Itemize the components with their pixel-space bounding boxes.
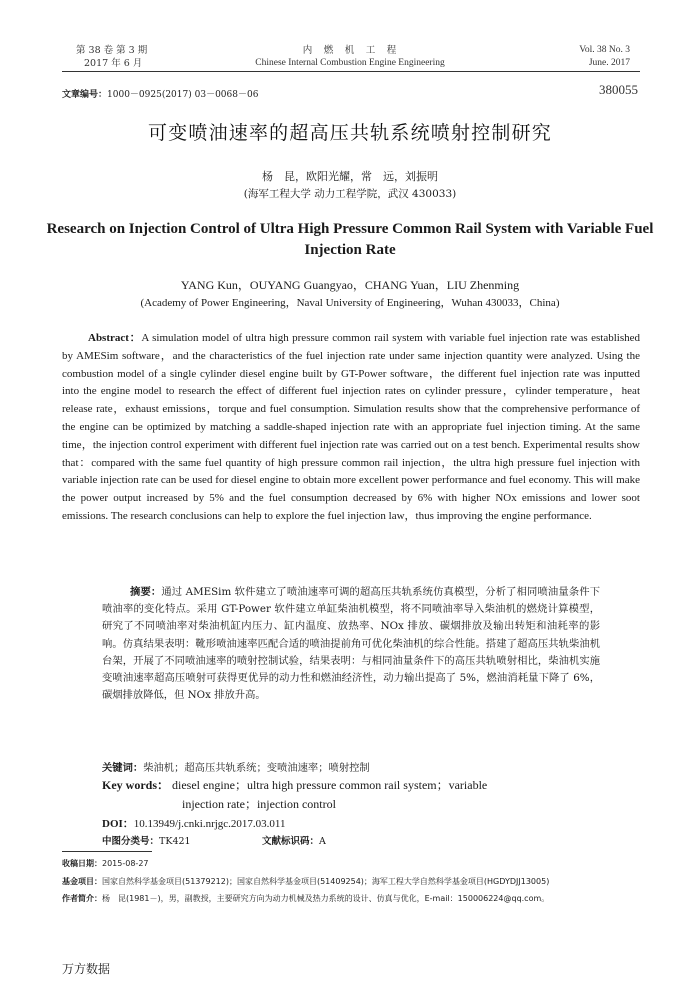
title-en: Research on Injection Control of Ultra High Pressure Common Rail System with Variable Fuel Injection Rate — [46, 221, 654, 258]
header-journal: 内 燃 机 工 程 Chinese Internal Combustion Engine Engineering — [255, 45, 445, 68]
header-volume-cn: 第 38 卷 第 3 期 2017 年 6 月 — [76, 45, 148, 69]
doi: DOI：10.13949/j.cnki.nrjgc.2017.03.011 — [102, 818, 286, 830]
clc-number: 中图分类号：TK421 — [102, 836, 191, 847]
keywords-cn: 关键词：柴油机；超高压共轨系统；变喷油速率；喷射控制 — [102, 762, 370, 774]
footnote-fund: 基金项目：国家自然科学基金项目(51379212)；国家自然科学基金项目(51409254)；海军工程大学自然科学基金项目(HGDYDJJ13005) — [62, 877, 550, 886]
abstract-en — [62, 330, 640, 526]
class-code: 380055 — [599, 82, 638, 97]
title-cn: 可变喷油速率的超高压共轨系统喷射控制研究 — [147, 122, 552, 144]
header-rule — [62, 71, 640, 72]
footnote-author: 作者简介：杨 昆(1981－)，男，副教授，主要研究方向为动力机械及热力系统的设计、仿真与优化，E-mail：150006224@qq.com。 — [62, 894, 550, 903]
wanfang-watermark: 万方数据 — [62, 962, 111, 976]
document-code: 文献标识码：A — [262, 836, 326, 847]
header-volume-en: Vol. 38 No. 3 June. 2017 — [579, 45, 630, 68]
abstract-en-label: Abstract： — [88, 332, 142, 344]
abstract-cn — [102, 584, 600, 704]
affiliation-en: (Academy of Power Engineering，Naval University of Engineering，Wuhan 430033，China) — [140, 297, 560, 309]
abstract-cn-text: 通过 AMESim 软件建立了喷油速率可调的超高压共轨系统仿真模型，分析了相同喷油量条件下喷油率的变化特点。采用 GT-Power 软件建立单缸柴油机模型，将不同喷油率导入柴油机的燃烧计算模型，研究了不同喷油率对柴油机缸内压力、缸内温度、放热率、NOx 排放、碳烟排放及输出转矩和油耗率的影响。仿真结果表明：靴形喷油速率匹配合适的喷油提前角可优化柴油机的综合性能。搭建了超高压共轨柴油机台架，开展了不同喷油速率的喷射控制试验，结果表明：与相同油量条件下的高压共轨喷射相比，柴油机实施变喷油速率超高压喷射可获得更优异的动力性和燃油经济性，动力输出提高了 5%，燃油消耗量下降了 6%，碳烟排放降低，但 NOx 排放升高。 — [102, 586, 600, 702]
abstract-en-text: A simulation model of ultra high pressure common rail system with variable fuel injection rate was established by AMESim software，and the characteristics of the fuel injection rate under same injection quantity were analyzed. Using the combustion model of a single cylinder diesel engine built by GT-Power software，the different fuel injection rate was inputted into the engine model to research the effect of different fuel injection rates on cylinder pressure，cylinder temperature，heat release rate，exhaust emissions，torque and fuel consumption. Simulation results show that the comprehensive performance of the engine can be optimized by matching a saddle-shaped injection rate with an appropriate fuel injection timing. At the same time，the injection control experiment with different fuel injection rate was carried out on a test bench. Experimental results show that：compared with the same fuel quantity of high pressure common rail injection，the ultra high pressure fuel injection with variable injection rate can be used for diesel engine to obtain more excellent power performance and fuel economy. This will make the power output increased by 5% and the fuel consumption decreased by 6% with higher NOx emissions and lower soot emissions. The research conclusions can help to explore the fuel injection law，thus improving the engine performance. — [62, 332, 640, 522]
article-number: 文章编号：1000－0925(2017) 03－0068－06 — [62, 90, 259, 100]
footnote-rule — [62, 851, 152, 852]
abstract-cn-label: 摘要： — [130, 586, 162, 598]
affiliation-cn: (海军工程大学 动力工程学院，武汉 430033) — [243, 188, 457, 200]
authors-cn: 杨 昆，欧阳光耀，常 远，刘振明 — [262, 170, 438, 183]
footnote-received: 收稿日期：2015-08-27 — [62, 859, 149, 868]
authors-en: YANG Kun，OUYANG Guangyao，CHANG Yuan，LIU Zhenming — [180, 278, 520, 292]
keywords-en: Key words： diesel engine；ultra high pressure common rail system；variable injection rate；injection control — [102, 778, 488, 811]
